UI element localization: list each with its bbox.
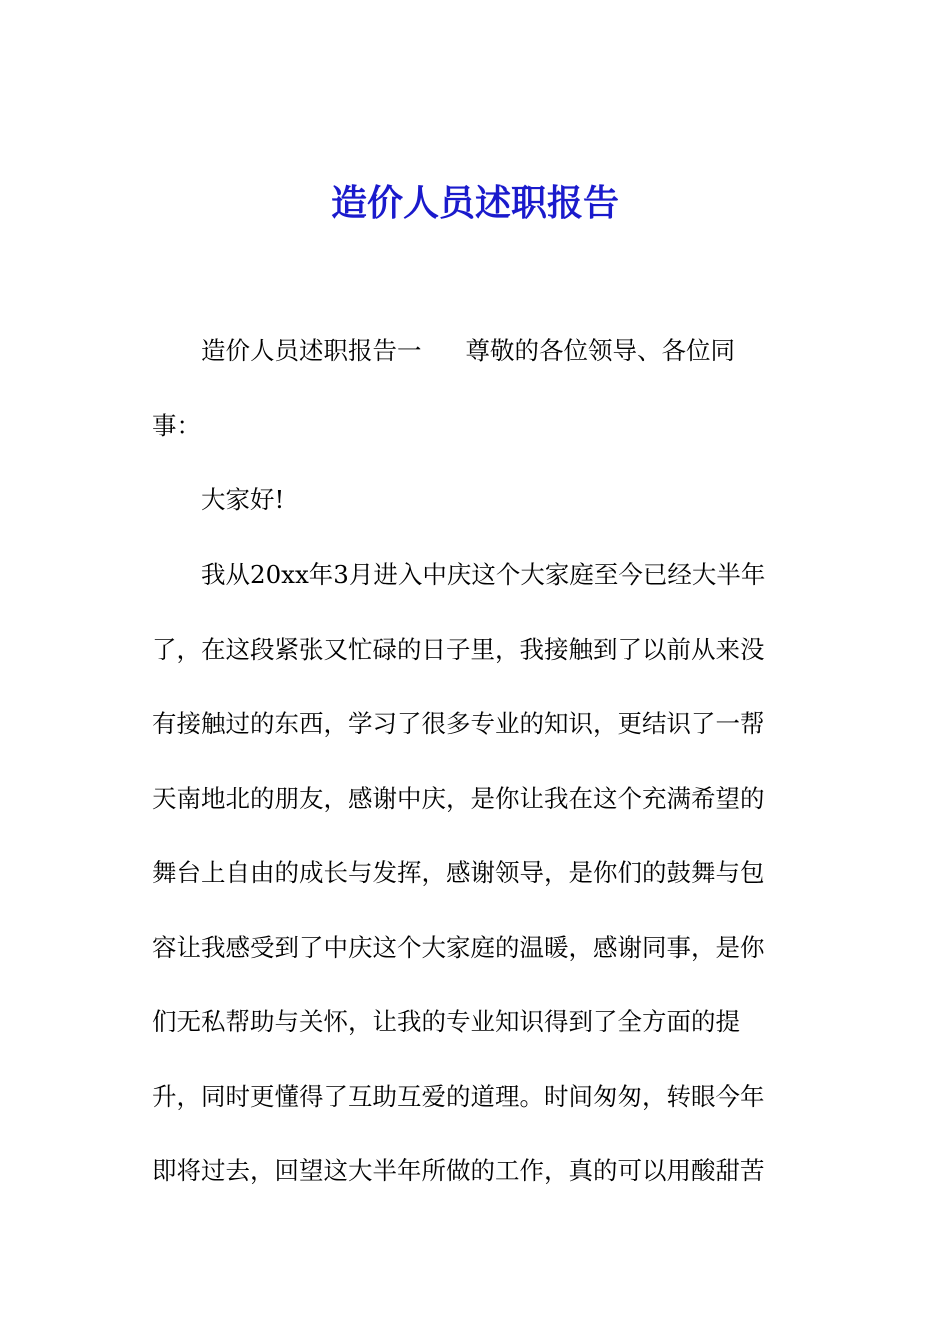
body-line: 即将过去，回望这大半年所做的工作，真的可以用酸甜苦: [152, 1156, 765, 1185]
body-line: 们无私帮助与关怀，让我的专业知识得到了全方面的提: [152, 1007, 740, 1036]
body-line: 容让我感受到了中庆这个大家庭的温暖，感谢同事，是你: [152, 933, 765, 962]
intro-heading: 造价人员述职报告一: [201, 336, 422, 365]
intro-line: [201, 331, 735, 371]
body-line: 有接触过的东西，学习了很多专业的知识，更结识了一帮: [152, 709, 765, 738]
body-line: 天南地北的朋友，感谢中庆，是你让我在这个充满希望的: [152, 784, 765, 813]
body-line: 了，在这段紧张又忙碌的日子里，我接触到了以前从来没: [152, 635, 765, 664]
body-line: 舞台上自由的成长与发挥，感谢领导，是你们的鼓舞与包: [152, 858, 765, 887]
body-line: 我从20xx年3月进入中庆这个大家庭至今已经大半年: [201, 560, 766, 589]
body-line: 升，同时更懂得了互助互爱的道理。时间匆匆，转眼今年: [152, 1082, 765, 1111]
greeting: 大家好!: [201, 485, 285, 514]
salutation-end: 事：: [152, 411, 201, 440]
document-title: 造价人员述职报告: [330, 182, 619, 224]
salutation-start: 尊敬的各位领导、各位同: [465, 336, 735, 365]
